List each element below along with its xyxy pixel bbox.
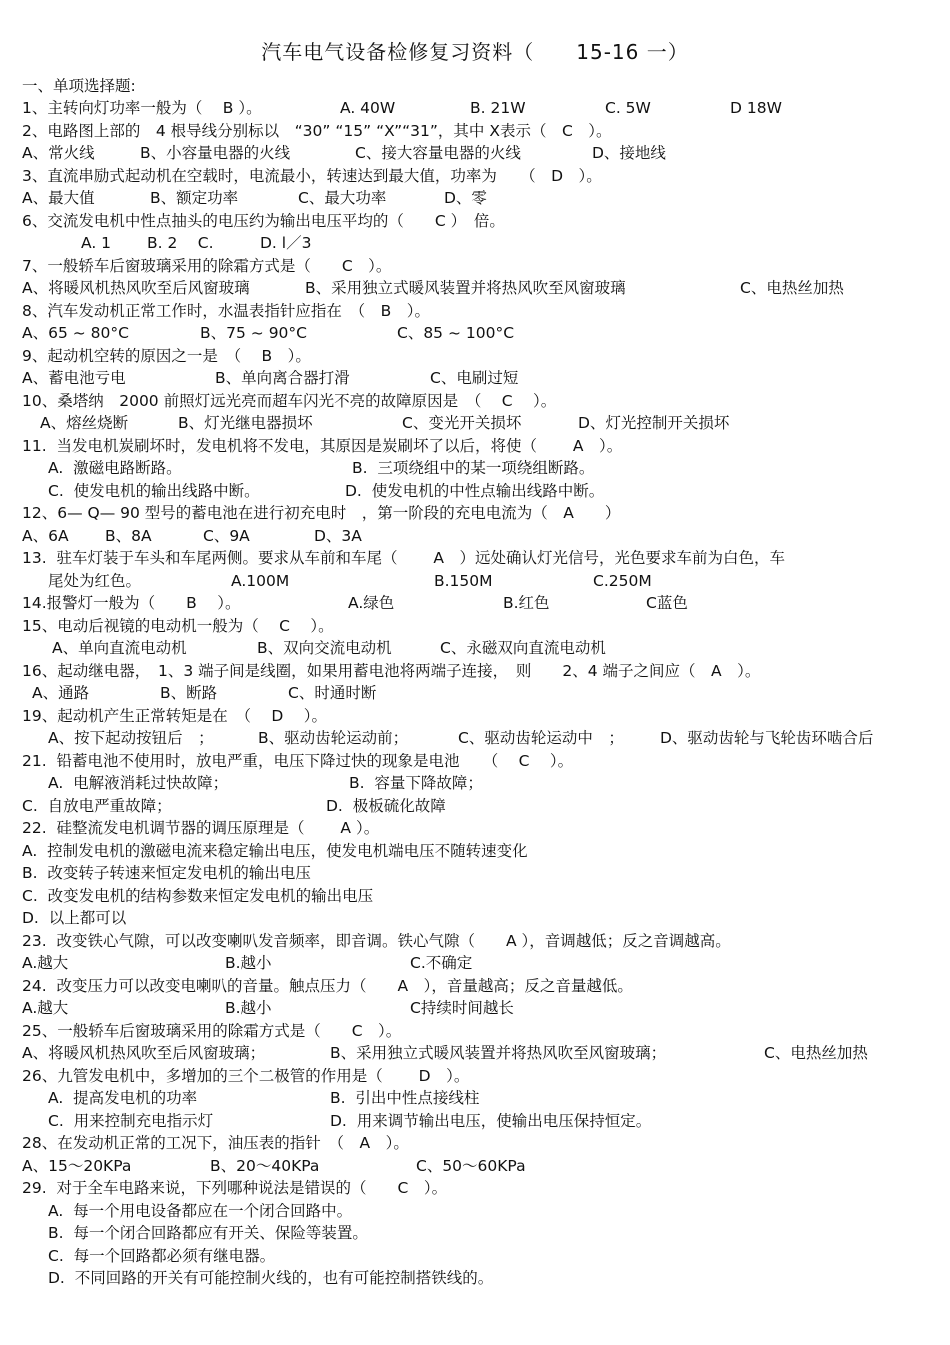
option-text: C、电热丝加热 bbox=[764, 1044, 868, 1062]
text-line: C. 每一个回路都必须有继电器。 bbox=[48, 1246, 276, 1265]
option-text: B. 三项绕组中的某一项绕组断路。 bbox=[352, 459, 595, 477]
text-line: B. 每一个闭合回路都应有开关、保险等装置。 bbox=[48, 1224, 368, 1242]
document-title: 汽车电气设备检修复习资料（ 15-16 一） bbox=[261, 40, 689, 64]
option-text: B、双向交流电动机 bbox=[257, 639, 392, 657]
option-text: B、驱动齿轮运动前； bbox=[258, 729, 409, 747]
option-text: D. 使发电机的中性点输出线路中断。 bbox=[345, 481, 605, 500]
text-line: 10、桑塔纳 2000 前照灯远光亮而超车闪光不亮的故障原因是 （ C ）。 bbox=[22, 391, 557, 410]
option-text: B、采用独立式暖风装置并将热风吹至风窗玻璃 bbox=[305, 279, 626, 297]
text-line: 11. 当发电机炭刷坏时，发电机将不发电，其原因是炭刷坏了以后，将使（ A ）。 bbox=[22, 436, 623, 455]
text-line: 26、九管发电机中，多增加的三个二极管的作用是（ D ）。 bbox=[22, 1066, 470, 1085]
text-line: C. 用来控制充电指示灯 bbox=[48, 1111, 214, 1130]
text-line: 21. 铅蓄电池不使用时，放电严重，电压下降过快的现象是电池 （ C ）。 bbox=[22, 751, 574, 770]
text-line: A、6A bbox=[22, 526, 69, 545]
option-text: B、单向离合器打滑 bbox=[215, 369, 350, 387]
text-line: A、将暖风机热风吹至后风窗玻璃； bbox=[22, 1044, 266, 1062]
text-line: A. 控制发电机的激磁电流来稳定输出电压，使发电机端电压不随转速变化 bbox=[22, 841, 528, 860]
text-line: B. 改变转子转速来恒定发电机的输出电压 bbox=[22, 864, 311, 882]
text-line: 7、一般轿车后窗玻璃采用的除霜方式是（ C ）。 bbox=[22, 256, 392, 275]
section-heading: 一、单项选择题: bbox=[22, 77, 136, 95]
text-line: 2、电路图上部的 4 根导线分别标以 “30” “15” “X”“31”，其中 X表示（ C ）。 bbox=[22, 121, 612, 140]
option-text: B、额定功率 bbox=[150, 189, 239, 207]
text-line: 3、直流串励式起动机在空载时，电流最小，转速达到最大值，功率为 （ D ）。 bbox=[22, 166, 602, 185]
option-text: C、50～60KPa bbox=[416, 1156, 526, 1175]
text-line: 尾处为红色。 bbox=[48, 571, 142, 590]
text-line: A、通路 bbox=[32, 684, 90, 702]
text-line: A. 提高发电机的功率 bbox=[48, 1089, 198, 1107]
text-line: A、15～20KPa bbox=[22, 1156, 132, 1175]
text-line: A.越大 bbox=[22, 999, 69, 1017]
text-line: 16、起动继电器， 1、3 端子间是线圈，如果用蓄电池将两端子连接， 则 2、4 端子之间应（ A ）。 bbox=[22, 661, 761, 680]
option-text: A. 40W bbox=[340, 99, 396, 117]
option-text: C、变光开关损坏 bbox=[402, 414, 522, 432]
option-text: A.100M bbox=[231, 571, 290, 590]
text-line: A. 电解液消耗过快故障； bbox=[48, 774, 229, 792]
option-text: B、8A bbox=[105, 526, 152, 545]
text-line: A. 1 B. 2 C. D. l／3 bbox=[50, 234, 312, 252]
option-text: C、永磁双向直流电动机 bbox=[440, 639, 606, 657]
option-text: B. 21W bbox=[470, 99, 526, 117]
option-text: D. 用来调节输出电压，使输出电压保持恒定。 bbox=[330, 1111, 652, 1130]
option-text: B、采用独立式暖风装置并将热风吹至风窗玻璃； bbox=[330, 1044, 667, 1062]
option-text: C、接大容量电器的火线 bbox=[355, 144, 521, 162]
text-line: A、将暖风机热风吹至后风窗玻璃 bbox=[22, 279, 250, 297]
option-text: A.绿色 bbox=[348, 594, 395, 612]
text-line: C. 自放电严重故障； bbox=[22, 796, 172, 815]
text-line: C. 改变发电机的结构参数来恒定发电机的输出电压 bbox=[22, 886, 374, 905]
option-text: D、接地线 bbox=[592, 144, 666, 162]
text-line: 15、电动后视镜的电动机一般为（ C ）。 bbox=[22, 616, 334, 635]
text-line: 22. 硅整流发电机调节器的调压原理是（ A ）。 bbox=[22, 819, 380, 837]
text-line: A. 激磁电路断路。 bbox=[48, 459, 182, 477]
text-line: D. 不同回路的开关有可能控制火线的，也有可能控制搭铁线的。 bbox=[48, 1269, 494, 1287]
option-text: C.250M bbox=[593, 571, 652, 590]
option-text: B、75 ~ 90°C bbox=[200, 324, 307, 342]
option-text: C、电刷过短 bbox=[430, 369, 519, 387]
option-text: B.红色 bbox=[503, 594, 550, 612]
text-line: 8、汽车发动机正常工作时，水温表指针应指在 （ B ）。 bbox=[22, 301, 430, 320]
option-text: C蓝色 bbox=[646, 594, 688, 612]
text-line: 6、交流发电机中性点抽头的电压约为输出电压平均的（ C ） 倍。 bbox=[22, 211, 505, 230]
text-line: A、65 ~ 80°C bbox=[22, 324, 129, 342]
text-line: 1、主转向灯功率一般为（ B ）。 bbox=[22, 99, 262, 117]
option-text: B. 引出中性点接线柱 bbox=[330, 1089, 480, 1107]
text-line: 28、在发动机正常的工况下，油压表的指针 （ A ）。 bbox=[22, 1134, 409, 1152]
option-text: B. 容量下降故障； bbox=[349, 774, 483, 792]
text-line: A.越大 bbox=[22, 954, 69, 972]
option-text: D 18W bbox=[730, 99, 782, 117]
text-line: A、蓄电池亏电 bbox=[22, 369, 126, 387]
text-line: 25、一般轿车后窗玻璃采用的除霜方式是（ C ）。 bbox=[22, 1021, 402, 1040]
option-text: C、85 ~ 100°C bbox=[397, 324, 515, 342]
option-text: D、灯光控制开关损坏 bbox=[578, 414, 730, 432]
text-line: 9、起动机空转的原因之一是 （ B ）。 bbox=[22, 346, 311, 365]
option-text: C、9A bbox=[203, 526, 250, 545]
text-line: 23. 改变铁心气隙，可以改变喇叭发音频率，即音调。铁心气隙（ A ），音调越低；反之音调越高。 bbox=[22, 931, 731, 950]
option-text: B、20～40KPa bbox=[210, 1156, 320, 1175]
option-text: C.不确定 bbox=[410, 954, 473, 972]
option-text: C持续时间越长 bbox=[410, 999, 514, 1017]
text-line: A、最大值 bbox=[22, 189, 95, 207]
text-line: 14.报警灯一般为（ B ）。 bbox=[22, 594, 241, 612]
text-line: 29. 对于全车电路来说，下列哪种说法是错误的（ C ）。 bbox=[22, 1179, 448, 1197]
text-line: 24. 改变压力可以改变电喇叭的音量。触点压力（ A ），音量越高；反之音量越低。 bbox=[22, 976, 633, 995]
option-text: B、灯光继电器损坏 bbox=[178, 414, 313, 432]
option-text: D、驱动齿轮与飞轮齿环啮合后 bbox=[660, 729, 874, 747]
option-text: B.越小 bbox=[225, 954, 272, 972]
option-text: D、零 bbox=[444, 189, 487, 207]
option-text: C、时通时断 bbox=[288, 684, 377, 702]
text-line: A、熔丝烧断 bbox=[40, 414, 129, 432]
option-text: C. 5W bbox=[605, 99, 651, 117]
option-text: C、电热丝加热 bbox=[740, 279, 844, 297]
option-text: B、小容量电器的火线 bbox=[140, 144, 291, 162]
option-text: B、断路 bbox=[160, 684, 218, 702]
text-line: 19、起动机产生正常转矩是在 （ D ）。 bbox=[22, 706, 328, 725]
text-line: D. 以上都可以 bbox=[22, 909, 127, 927]
text-line: 13. 驻车灯装于车头和车尾两侧。要求从车前和车尾（ A ）远处确认灯光信号，光色要求车前为白色，车 bbox=[22, 549, 786, 567]
option-text: B.越小 bbox=[225, 999, 272, 1017]
option-text: D、3A bbox=[314, 526, 362, 545]
text-line: C. 使发电机的输出线路中断。 bbox=[48, 481, 260, 500]
text-line: 12、6— Q— 90 型号的蓄电池在进行初充电时 ，第一阶段的充电电流为（ A ） bbox=[22, 504, 621, 522]
text-line: A、按下起动按钮后 ； bbox=[48, 729, 214, 747]
text-line: A. 每一个用电设备都应在一个闭合回路中。 bbox=[48, 1201, 353, 1220]
option-text: C、驱动齿轮运动中 ； bbox=[458, 729, 624, 747]
text-line: A、单向直流电动机 bbox=[52, 639, 187, 657]
option-text: D. 极板硫化故障 bbox=[326, 796, 446, 815]
text-line: A、常火线 bbox=[22, 144, 95, 162]
option-text: C、最大功率 bbox=[298, 189, 387, 207]
option-text: B.150M bbox=[434, 571, 493, 590]
